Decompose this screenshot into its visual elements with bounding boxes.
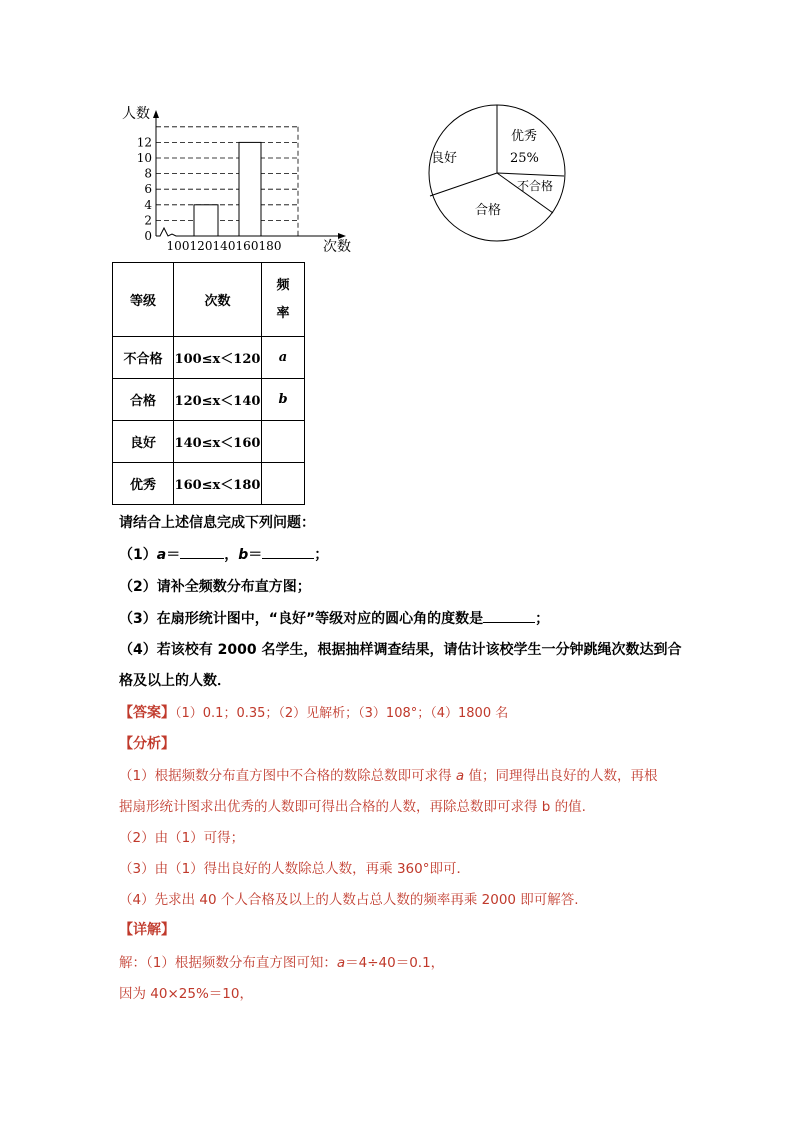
q1-blank-a[interactable] [180,544,224,559]
table-header-row [113,263,305,337]
histogram-bar [239,142,261,236]
y-tick-label: 10 [136,151,152,165]
detail-l1-post: ＝4÷40＝0.1， [345,955,445,971]
q3-blank[interactable] [483,608,535,623]
q1-eq1: ＝ [166,547,181,563]
detail-line-1 [119,951,444,971]
frequency-histogram [118,98,368,258]
analysis-l1-var: a [455,768,465,784]
detail-l1-var: a [336,955,346,971]
analysis-line-4: （3）由（1）得出良好的人数除总人数，再乘 360°即可． [119,861,470,877]
y-tick-label: 2 [144,213,152,228]
q1-blank-b[interactable] [262,544,314,559]
cell-grade: 不合格 [113,337,174,379]
question-4-line2: 格及以上的人数． [119,673,231,689]
cell-freq: b [262,379,305,421]
x-tick-label: 140 [212,239,236,253]
histogram-xlabel: 次数 [323,239,351,255]
q1-prefix: （1） [119,547,157,563]
answer-tag: 【答案】 [119,705,175,721]
q1-comma: ， [224,547,239,563]
question-1 [119,544,328,564]
analysis-line-2: 据扇形统计图求出优秀的人数即可得出合格的人数，再除总数即可求得 b 的值. [119,799,586,815]
x-tick-label: 120 [189,239,213,253]
question-3 [119,608,549,628]
pie-chart [425,100,570,248]
analysis-l1-pre: （1）根据频数分布直方图中不合格的数除总数即可求得 [119,768,456,784]
cell-freq [262,463,305,505]
pie-label-percent: 25% [510,151,539,166]
cell-range: 100≤x＜120 [174,337,262,379]
analysis-line-3: （2）由（1）可得； [119,830,245,846]
y-tick-label: 6 [144,182,152,197]
q3-text: （3）在扇形统计图中，“良好”等级对应的圆心角的度数是 [119,611,484,627]
questions-intro: 请结合上述信息完成下列问题： [119,515,315,531]
header-frequency-char1: 频 [276,277,290,293]
table-row [113,421,305,463]
analysis-line-5: （4）先求出 40 个人合格及以上的人数占总人数的频率再乘 2000 即可解答. [119,892,579,908]
analysis-tag: 【分析】 [119,736,175,752]
cell-range: 140≤x＜160 [174,421,262,463]
analysis-l1-post: 值；同理得出良好的人数，再根 [464,768,658,784]
question-4-line1: （4）若该校有 2000 名学生，根据抽样调查结果，请估计该校学生一分钟跳绳次数达到合 [119,642,682,658]
histogram-bar [194,205,218,236]
pie-label-buhege: 不合格 [517,179,554,193]
q3-end: ； [535,611,550,627]
header-frequency [262,263,305,337]
cell-grade: 优秀 [113,463,174,505]
pie-label-hege: 合格 [475,203,502,218]
y-tick-label: 0 [144,229,152,243]
histogram-y-ticks [137,135,153,243]
analysis-line-1 [119,764,657,784]
detail-l1-pre: 解：（1）根据频数分布直方图可知： [119,955,337,971]
x-tick-label: 100 [166,239,190,253]
header-count: 次数 [174,263,262,337]
y-tick-label: 4 [144,197,152,212]
header-grade: 等级 [113,263,174,337]
question-2: （2）请补全频数分布直方图； [119,579,311,595]
pie-label-youxiu: 优秀 [511,129,538,144]
answer-block [119,702,508,722]
cell-range: 160≤x＜180 [174,463,262,505]
detail-tag: 【详解】 [119,922,175,938]
q1-var-b: b [238,547,249,563]
table-row [113,379,305,421]
cell-range: 120≤x＜140 [174,379,262,421]
histogram-x-ticks [167,239,282,253]
x-tick-label: 160 [235,239,259,253]
q1-end: ； [314,547,329,563]
cell-freq: a [262,337,305,379]
frequency-table [112,262,305,505]
histogram-grid [156,127,298,236]
cell-grade: 合格 [113,379,174,421]
q1-eq2: ＝ [248,547,263,563]
header-frequency-char2: 率 [276,305,290,321]
table-row [113,463,305,505]
cell-freq [262,421,305,463]
cell-grade: 良好 [113,421,174,463]
detail-line-2: 因为 40×25%＝10， [119,986,253,1002]
q1-var-a: a [156,547,167,563]
x-tick-label: 180 [258,239,282,253]
y-tick-label: 8 [144,166,152,181]
histogram-ylabel: 人数 [122,106,150,122]
y-tick-label: 12 [136,135,152,150]
answer-text: （1）0.1；0.35；（2）见解析；（3）108°；（4）1800 名 [175,706,509,721]
table-row [113,337,305,379]
pie-label-lianghao: 良好 [431,151,458,166]
y-axis-arrow [153,110,159,118]
